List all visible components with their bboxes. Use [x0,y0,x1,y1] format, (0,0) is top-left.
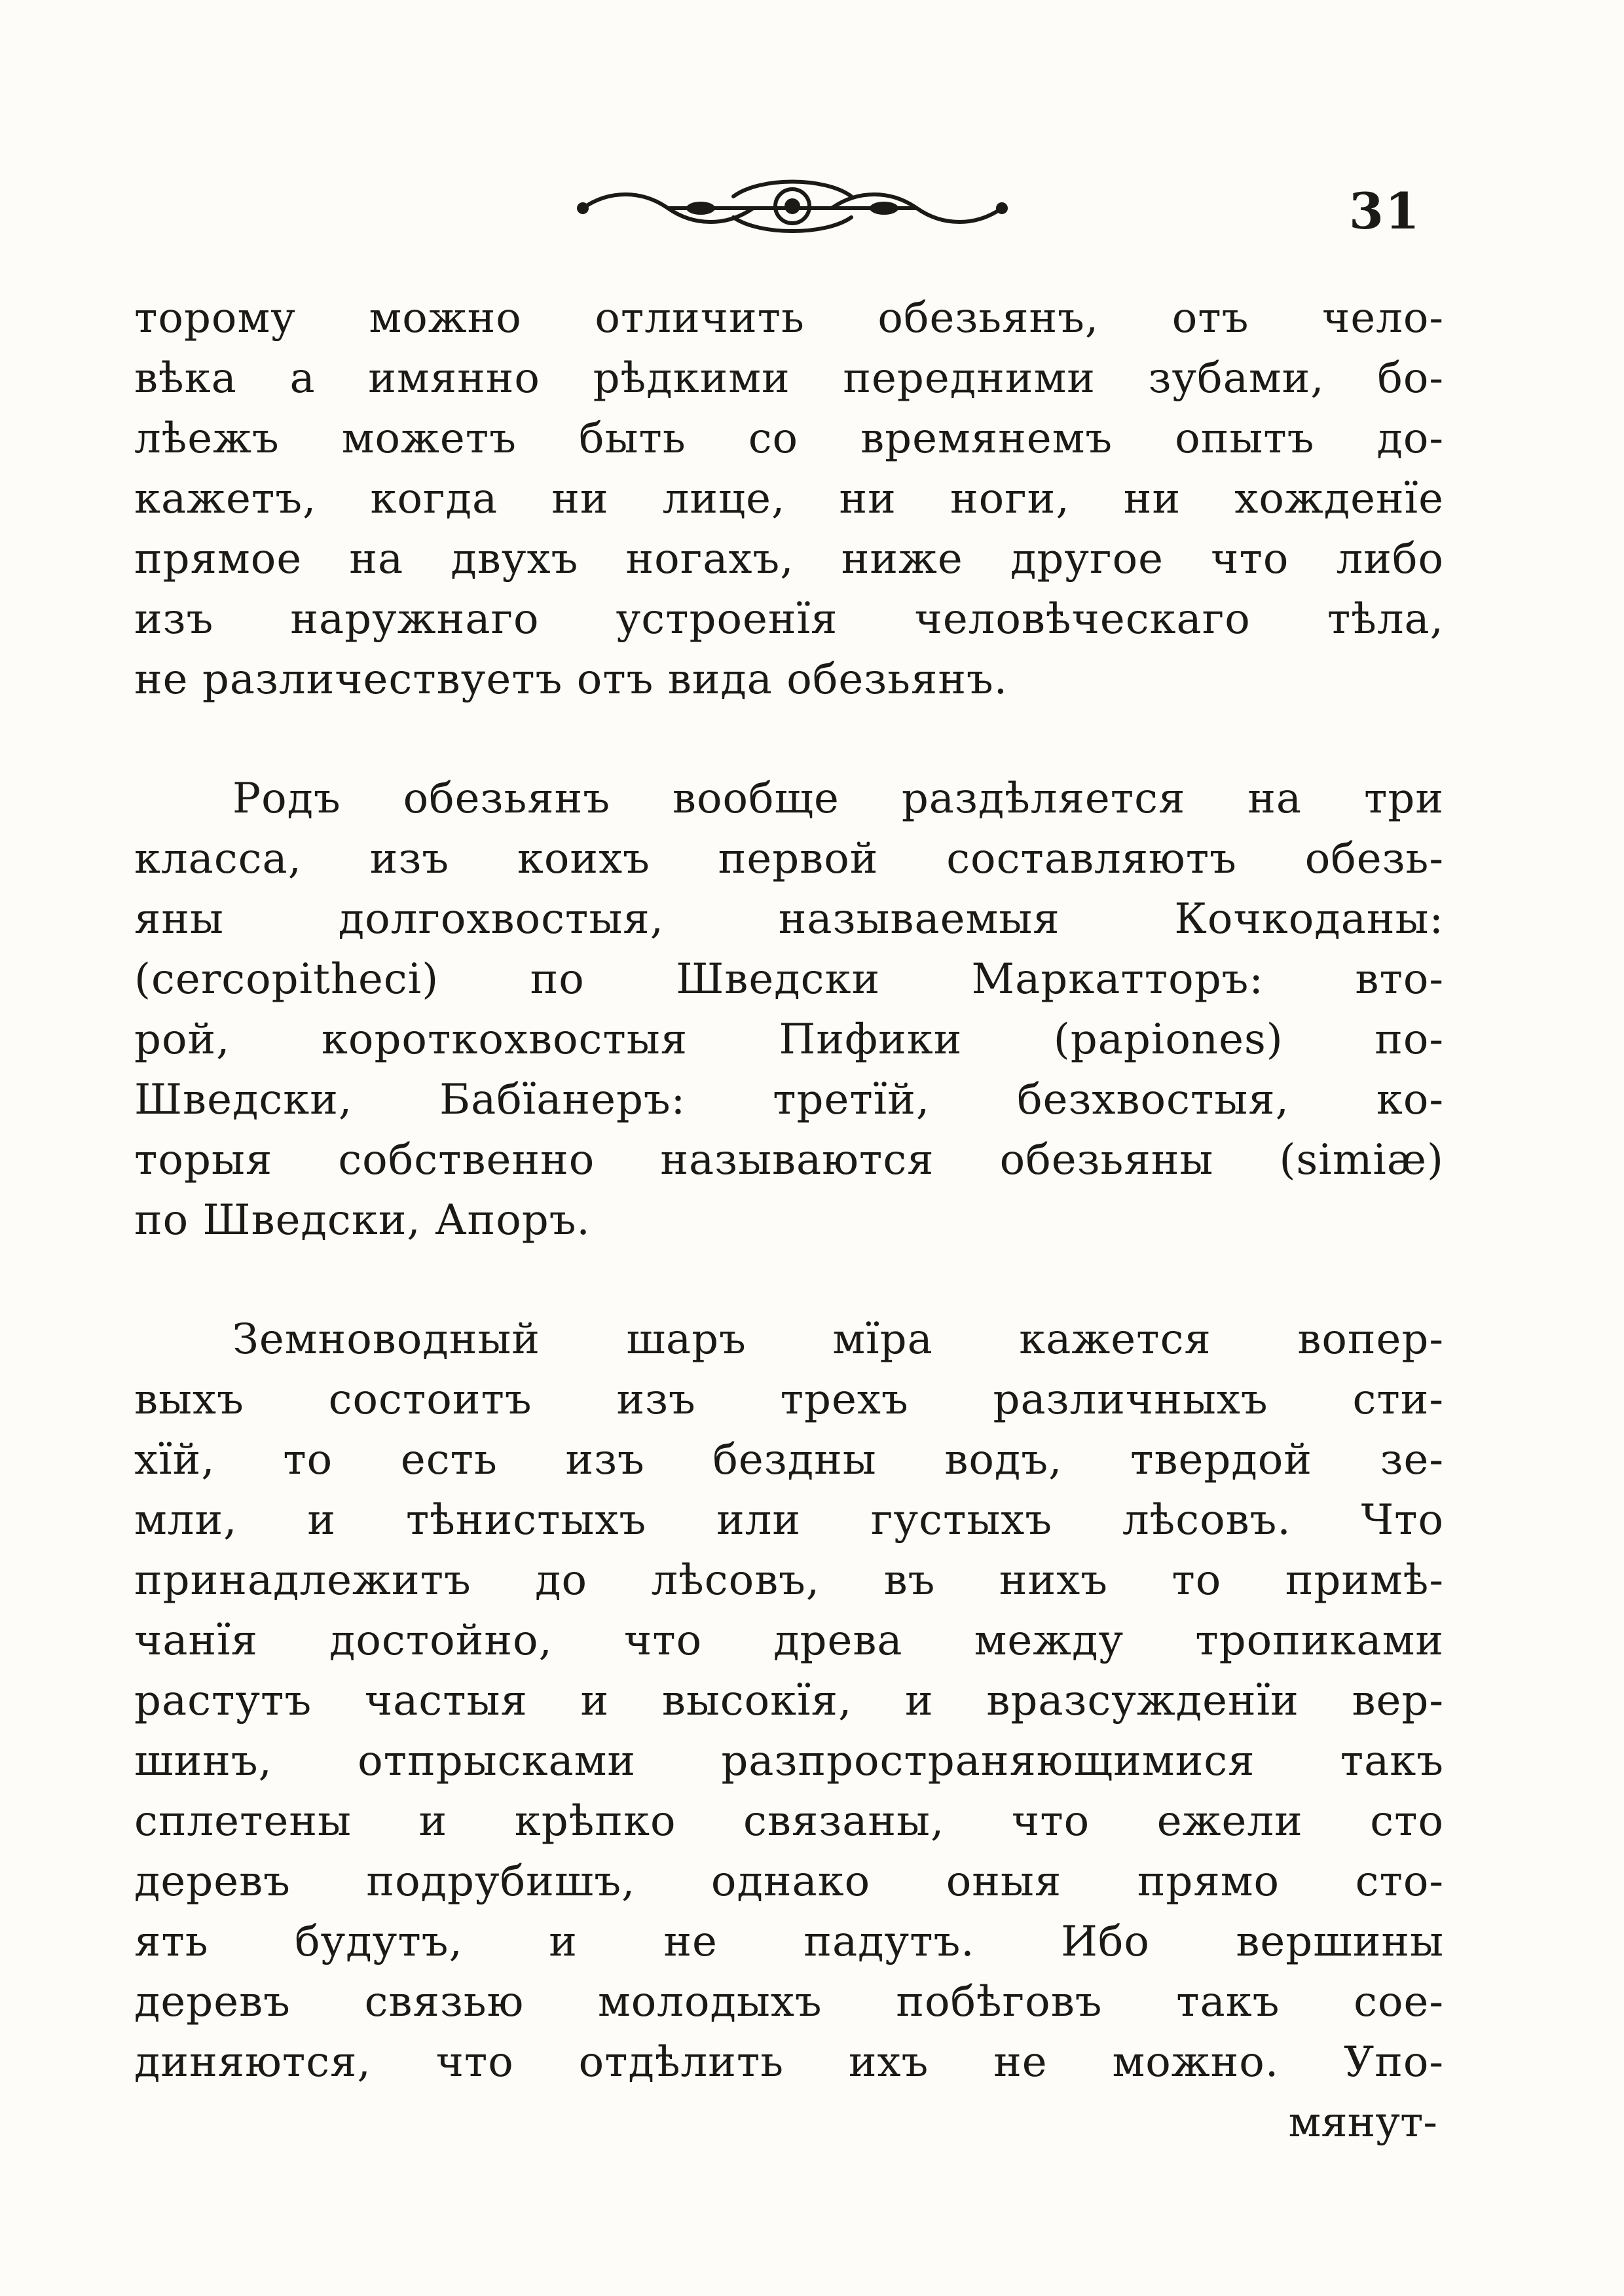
text-line: диняются, что отдѣлить ихъ не можно. Упо- [134,2038,1444,2086]
page-number: 31 [1349,182,1421,240]
paragraph-gap [134,1250,1444,1309]
text-line: класса, изъ коихъ первой составляютъ обезь- [134,835,1444,883]
text-line: не различествуетъ отъ вида обезьянъ. [134,655,1008,704]
text-line: принадлежитъ до лѣсовъ, въ нихъ то примѣ- [134,1556,1444,1605]
text-line: Земноводный шаръ мїра кажется вопер- [232,1315,1444,1364]
text-line: деревъ подрубишъ, однако оныя прямо сто- [134,1857,1444,1906]
text-line: Шведски, Бабїанеръ: третїй, безхвостыя, ко- [134,1076,1444,1124]
text-line: яны долгохвостыя, называемыя Кочкоданы: [134,895,1444,943]
text-line: ять будутъ, и не падутъ. Ибо вершины [134,1918,1444,1966]
text-line: торому можно отличить обезьянъ, отъ чело- [134,294,1444,342]
text-line: шинъ, отпрысками разпространяющимися такъ [134,1737,1444,1785]
text-line: (cercopitheci) по Шведски Маркатторъ: вто- [134,955,1444,1004]
paragraph [134,769,1444,1250]
text-line: кажетъ, когда ни лице, ни ноги, ни хожденїе [134,475,1444,523]
text-line: растутъ частыя и высокїя, и вразсужденїи вер- [134,1677,1444,1725]
text-line: рой, короткохвостыя Пифики (papiones) по- [134,1015,1444,1064]
text-line: Родъ обезьянъ вообще раздѣляется на три [232,774,1444,823]
text-line: по Шведски, Апоръ. [134,1196,591,1245]
text-line: изъ наружнаго устроенїя человѣческаго тѣла, [134,595,1444,644]
text-line: лѣежъ можетъ быть со времянемъ опытъ до- [134,414,1444,463]
text-line: чанїя достойно, что древа между тропиками [134,1616,1444,1665]
text-line: сплетены и крѣпко связаны, что ежели сто [134,1797,1444,1846]
paragraph [134,288,1444,710]
paragraph-gap [134,710,1444,769]
catchword: мянут- [1288,2098,1437,2147]
decorative-ornament-icon [570,177,1015,236]
paragraph [134,1309,1444,2092]
page-header [131,177,1441,249]
text-line: хїй, то есть изъ бездны водъ, твердой зе- [134,1436,1444,1484]
text-line: деревъ связью молодыхъ побѣговъ такъ сое- [134,1978,1444,2026]
text-line: выхъ состоитъ изъ трехъ различныхъ сти- [134,1376,1444,1424]
text-line: прямое на двухъ ногахъ, ниже другое что либо [134,535,1444,583]
text-line: вѣка а имянно рѣдкими передними зубами, бо- [134,354,1444,403]
text-line: торыя собственно называются обезьяны (simiæ) [134,1136,1444,1184]
page-body [134,288,1444,2153]
text-line: мли, и тѣнистыхъ или густыхъ лѣсовъ. Что [134,1496,1444,1544]
